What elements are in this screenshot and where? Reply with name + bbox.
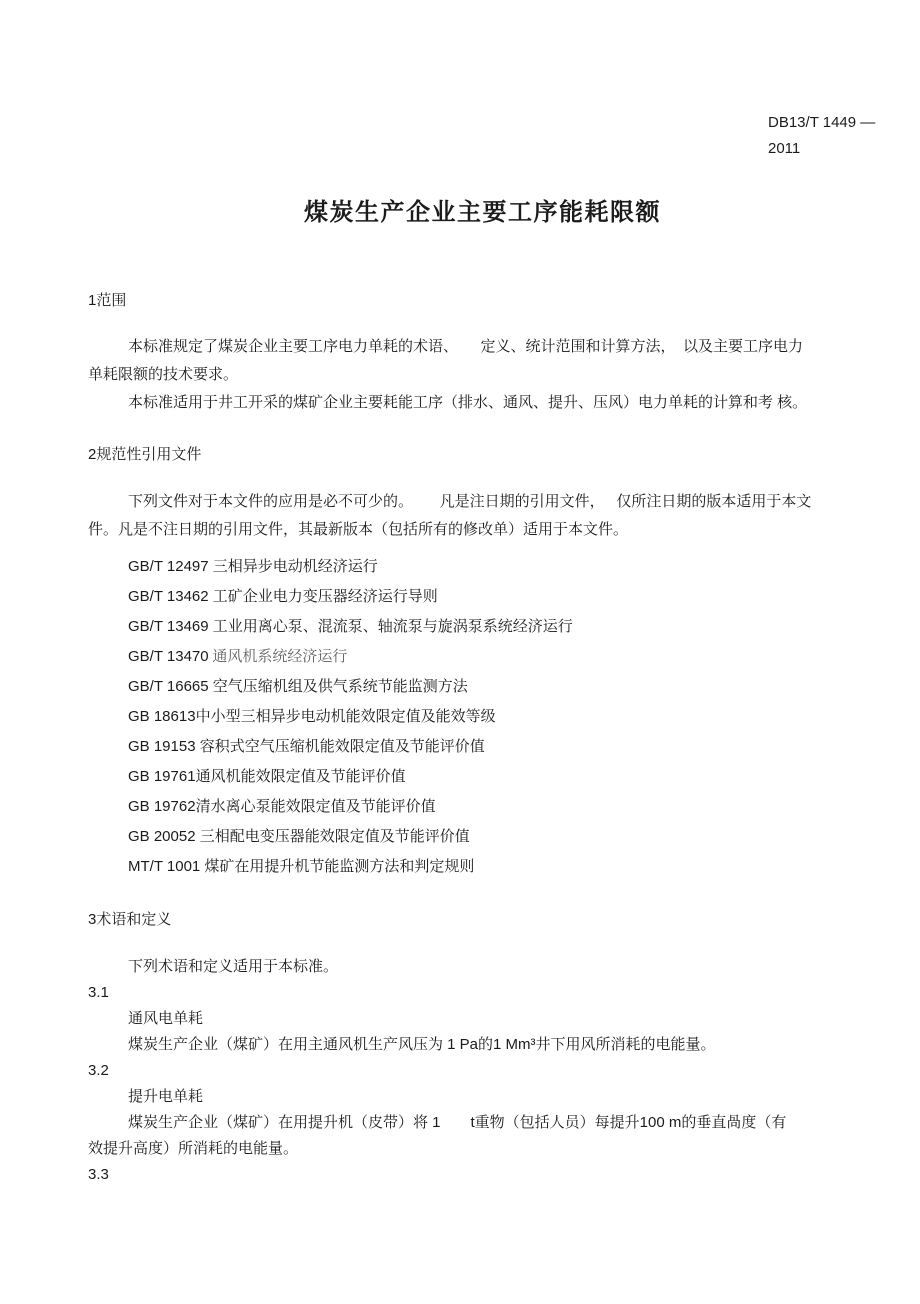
section-heading-scope: 1范围 (88, 292, 127, 309)
reference-item (88, 852, 877, 882)
term-number: 3.3 (88, 1166, 109, 1183)
term-name: 通风电单耗 (128, 1010, 204, 1027)
reference-code: GB 20052 (128, 828, 196, 845)
reference-title: 工矿企业电力变压器经济运行导则 (208, 588, 438, 605)
scope-paragraph-line: 本标准规定了煤炭企业主要工序电力单耗的术语、 定义、统计范围和计算方法， 以及主要工序电力 (128, 338, 804, 355)
reference-code: GB/T 12497 (128, 558, 209, 575)
document-number-line1: DB13/T 1449 — (768, 114, 876, 131)
reference-title: 中小型三相异步电动机能效限定值及能效等级 (195, 708, 496, 725)
reference-item (88, 702, 877, 732)
reference-code: MT/T 1001 (128, 858, 201, 875)
document-number (768, 110, 875, 162)
reference-title: 通风机系统经济运行 (208, 649, 348, 665)
reference-item (88, 672, 877, 702)
reference-code: GB 18613 (128, 708, 196, 725)
references-paragraph-line: 下列文件对于本文件的应用是必不可少的。 凡是注日期的引用文件， 仅所注日期的版本适用于本文 (128, 493, 812, 510)
reference-item (88, 582, 877, 612)
reference-code: GB/T 13462 (128, 588, 209, 605)
reference-title: 三相异步电动机经济运行 (208, 558, 378, 575)
reference-item (88, 642, 877, 672)
document-number-line2: 2011 (768, 140, 801, 157)
reference-title: 煤矿在用提升机节能监测方法和判定规则 (200, 858, 475, 875)
reference-title: 容积式空气压缩机能效限定值及节能评价值 (195, 738, 485, 755)
term-definition-line: 煤炭生产企业（煤矿）在用提升机（皮带）将 1 t重物（包括人员）每提升100 m的垂直咼度（有 (128, 1114, 787, 1131)
reference-code: GB 19761 (128, 768, 196, 785)
reference-code: GB/T 16665 (128, 678, 209, 695)
document-title: 煤炭生产企业主要工序能耗限额 (304, 199, 661, 226)
section-heading-terms-definitions: 3术语和定义 (88, 911, 172, 928)
reference-title: 清水离心泵能效限定值及节能评价值 (195, 798, 436, 815)
reference-code: GB 19153 (128, 738, 196, 755)
terms-intro-line: 下列术语和定义适用于本标准。 (128, 958, 339, 975)
scope-paragraph-line: 单耗限额的技术要求。 (88, 366, 239, 383)
term-number: 3.1 (88, 984, 109, 1001)
term-definition-line: 煤炭生产企业（煤矿）在用主通风机生产风压为 1 Pa的1 Mm³井下用风所消耗的电能量。 (128, 1036, 716, 1053)
reference-code: GB/T 13470 (128, 648, 209, 665)
reference-code: GB 19762 (128, 798, 196, 815)
scope-paragraph-line: 本标准适用于井工开采的煤矿企业主要耗能工序（排水、通风、提升、压风）电力单耗的计算和考 核。 (128, 394, 808, 411)
section-heading-normative-references: 2规范性引用文件 (88, 446, 202, 463)
reference-item (88, 762, 877, 792)
term-number: 3.2 (88, 1062, 109, 1079)
reference-title: 工业用离心泵、混流泵、轴流泵与旋涡泵系统经济运行 (208, 618, 573, 635)
reference-item (88, 792, 877, 822)
references-paragraph-line: 件。凡是不注日期的引用文件，其最新版本（包括所有的修改单）适用于本文件。 (88, 521, 629, 538)
term-name: 提升电单耗 (128, 1088, 204, 1105)
reference-item (88, 732, 877, 762)
reference-list (88, 552, 877, 882)
term-definition-line: 效提升高度）所消耗的电能量。 (88, 1140, 299, 1157)
reference-title: 空气压缩机组及供气系统节能监测方法 (208, 678, 468, 695)
reference-code: GB/T 13469 (128, 618, 209, 635)
reference-item (88, 822, 877, 852)
reference-title: 三相配电变压器能效限定值及节能评价值 (195, 828, 470, 845)
reference-title: 通风机能效限定值及节能评价值 (195, 768, 406, 785)
reference-item (88, 552, 877, 582)
reference-item (88, 612, 877, 642)
